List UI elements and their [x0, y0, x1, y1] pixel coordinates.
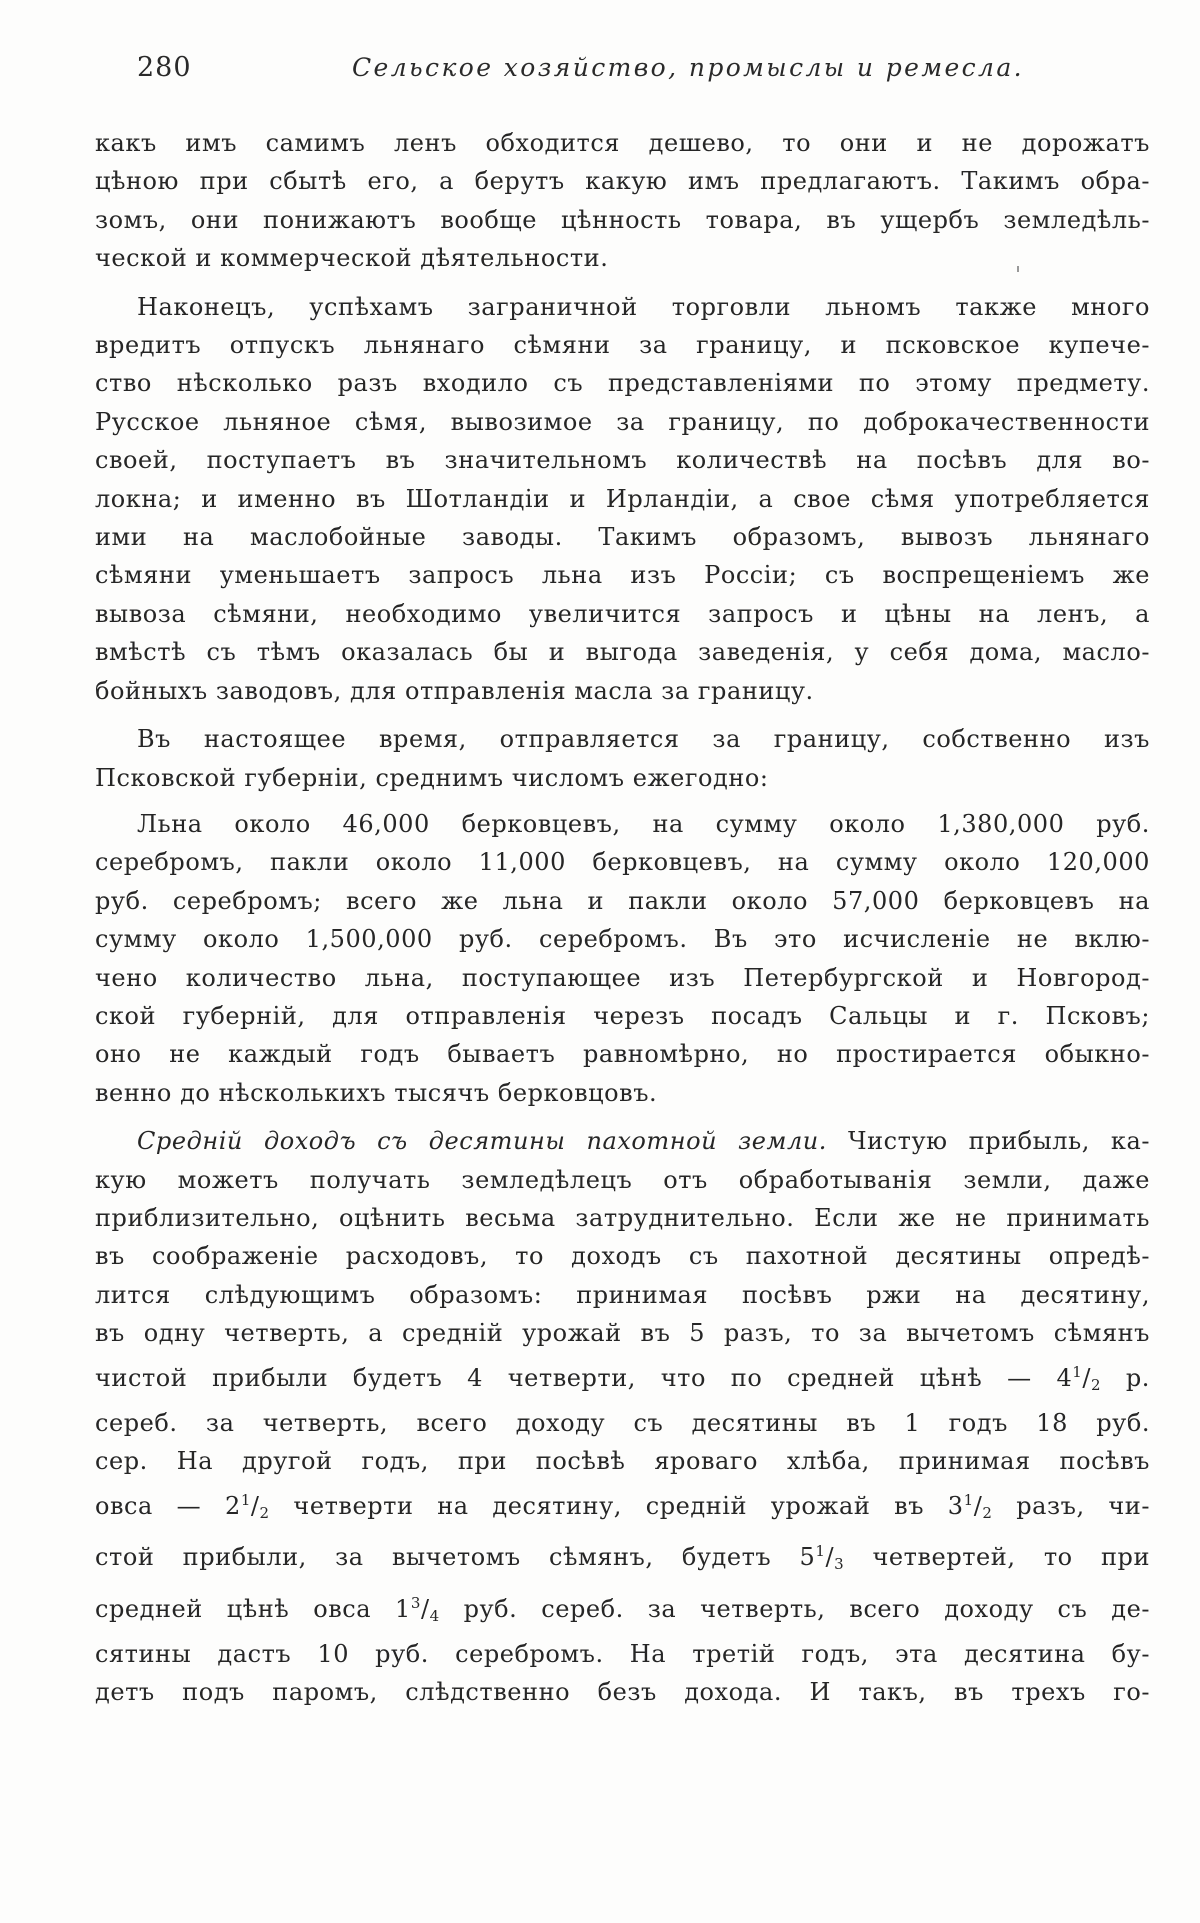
- fraction-denominator: 4: [429, 1606, 440, 1625]
- text-line: оно не каждый годъ бываетъ равномѣрно, но простирается обыкно-: [95, 1040, 1150, 1069]
- text-line: сумму около 1,500,000 руб. серебромъ. Въ это исчисленіе не вклю-: [95, 925, 1150, 954]
- text-fragment: чистой прибыли будетъ 4 четверти, что по средней цѣнѣ — 4: [95, 1363, 1073, 1392]
- fraction-denominator: 2: [259, 1503, 270, 1522]
- paragraph-3: [95, 720, 1150, 797]
- text-line: бойныхъ заводовъ, для отправленія масла за границу.: [95, 676, 814, 705]
- text-line: сѣмяни уменьшаетъ запросъ льна изъ Россіи; съ воспрещеніемъ же: [95, 561, 1150, 590]
- text-line: овса — $2^1/_2$ четверти на десятину, средній урожай въ $3^1/_2$ разъ, чи-: [95, 1490, 1151, 1522]
- text-line: [95, 1122, 1150, 1160]
- text-fragment: р.: [1101, 1363, 1150, 1392]
- fraction-numerator: 1: [815, 1542, 826, 1561]
- text-line: чистой прибыли будетъ 4 четверти, что по средней цѣнѣ — $4^1/_2$ р.: [95, 1362, 1150, 1394]
- text-line: Въ настоящее время, отправляется за границу, собственно изъ: [137, 725, 1150, 754]
- text-line: Русское льняное сѣмя, вывозимое за границу, по доброкачественности: [95, 407, 1150, 436]
- text-fragment: четверти на десятину, средній урожай въ 3: [269, 1491, 964, 1520]
- fraction-numerator: 3: [410, 1593, 421, 1612]
- text-line: вредитъ отпускъ льнянаго сѣмяни за границу, и псковское купече-: [95, 331, 1150, 360]
- fraction-denominator: 2: [1091, 1375, 1102, 1394]
- text-line: своей, поступаетъ въ значительномъ количествѣ на посѣвъ для во-: [95, 446, 1150, 475]
- text-fragment: овса — 2: [95, 1491, 241, 1520]
- text-line: ство нѣсколько разъ входило съ представленіями по этому предмету.: [95, 369, 1150, 398]
- text-fragment: разъ, чи-: [992, 1491, 1151, 1520]
- paragraph-2: [95, 288, 1150, 710]
- text-fragment: средней цѣнѣ овса 1: [95, 1594, 411, 1623]
- text-line: зомъ, они понижаютъ вообще цѣнность товара, въ ущербъ земледѣль-: [95, 205, 1150, 234]
- paragraph-1: [95, 124, 1150, 278]
- text-line: локна; и именно въ Шотландіи и Ирландіи, а свое сѣмя употребляется: [95, 484, 1150, 513]
- text-line: сереб. за четверть, всего доходу съ десятины въ 1 годъ 18 руб.: [95, 1409, 1150, 1437]
- text-fragment: Чистую прибыль, ка-: [848, 1127, 1150, 1156]
- text-line: Льна около 46,000 берковцевъ, на сумму около 1,380,000 руб.: [137, 809, 1150, 838]
- fraction-denominator: 3: [834, 1555, 845, 1574]
- text-line: серебромъ, пакли около 11,000 берковцевъ, на сумму около 120,000: [95, 848, 1150, 877]
- running-head: Сельское хозяйство, промыслы и ремесла.: [352, 53, 1025, 82]
- paragraph-4: [95, 805, 1150, 1112]
- text-line: детъ подъ паромъ, слѣдственно безъ дохода. И такъ, въ трехъ го-: [95, 1678, 1150, 1707]
- text-line: вмѣстѣ съ тѣмъ оказалась бы и выгода заведенія, у себя дома, масло-: [95, 638, 1150, 667]
- text-line: чено количество льна, поступающее изъ Петербургской и Новгород-: [95, 963, 1150, 992]
- page-header: [137, 52, 1025, 92]
- fraction-denominator: 2: [982, 1503, 993, 1522]
- text-line: сер. На другой годъ, при посѣвѣ яроваго хлѣба, принимая посѣвъ: [95, 1447, 1150, 1476]
- fraction-numerator: 1: [963, 1490, 974, 1509]
- text-line: ими на маслобойные заводы. Такимъ образомъ, вывозъ льнянаго: [95, 523, 1150, 552]
- text-line: Наконецъ, успѣхамъ заграничной торговли льномъ также много: [137, 292, 1150, 321]
- paragraph-5: [95, 1122, 1150, 1712]
- fraction-numerator: 1: [240, 1490, 251, 1509]
- text-fragment: четвертей, то при: [844, 1543, 1150, 1572]
- text-line: цѣною при сбытѣ его, а берутъ какую имъ предлагаютъ. Такимъ обра-: [95, 167, 1150, 196]
- text-line: ческой и коммерческой дѣятельности.: [95, 244, 609, 273]
- text-line: въ соображеніе расходовъ, то доходъ съ пахотной десятины опредѣ-: [95, 1242, 1150, 1271]
- text-line: приблизительно, оцѣнить весьма затруднительно. Если же не принимать: [95, 1203, 1150, 1232]
- text-line: стой прибыли, за вычетомъ сѣмянъ, будетъ $5^1/_3$ четвертей, то при: [95, 1542, 1150, 1574]
- text-line: въ одну четверть, а средній урожай въ 5 разъ, то за вычетомъ сѣмянъ: [95, 1319, 1150, 1348]
- text-fragment: руб. сереб. за четверть, всего доходу съ де-: [439, 1594, 1150, 1623]
- text-line: средней цѣнѣ овса $1^3/_4$ руб. сереб. за четверть, всего доходу съ де-: [95, 1593, 1150, 1625]
- page-number: 280: [137, 52, 192, 83]
- fraction-numerator: 1: [1072, 1362, 1083, 1381]
- text-line: вывоза сѣмяни, необходимо увеличится запросъ и цѣны на ленъ, а: [95, 599, 1150, 628]
- text-line: ской губерній, для отправленія черезъ посадъ Сальцы и г. Псковъ;: [95, 1001, 1150, 1030]
- section-heading: Средній доходъ съ десятины пахотной земли.: [137, 1127, 827, 1156]
- text-fragment: стой прибыли, за вычетомъ сѣмянъ, будетъ 5: [95, 1543, 816, 1572]
- text-line: кую можетъ получать земледѣлецъ отъ обработыванія земли, даже: [95, 1165, 1150, 1194]
- text-line: венно до нѣсколькихъ тысячъ берковцовъ.: [95, 1078, 658, 1107]
- text-line: какъ имъ самимъ ленъ обходится дешево, то они и не дорожатъ: [95, 129, 1150, 157]
- text-line: руб. серебромъ; всего же льна и пакли около 57,000 берковцевъ на: [95, 886, 1150, 915]
- text-line: лится слѣдующимъ образомъ: принимая посѣвъ ржи на десятину,: [95, 1280, 1150, 1309]
- body-text: [95, 124, 1150, 1712]
- text-line: Псковской губерніи, среднимъ числомъ ежегодно:: [95, 763, 769, 792]
- text-line: сятины дастъ 10 руб. серебромъ. На третій годъ, эта десятина бу-: [95, 1640, 1150, 1669]
